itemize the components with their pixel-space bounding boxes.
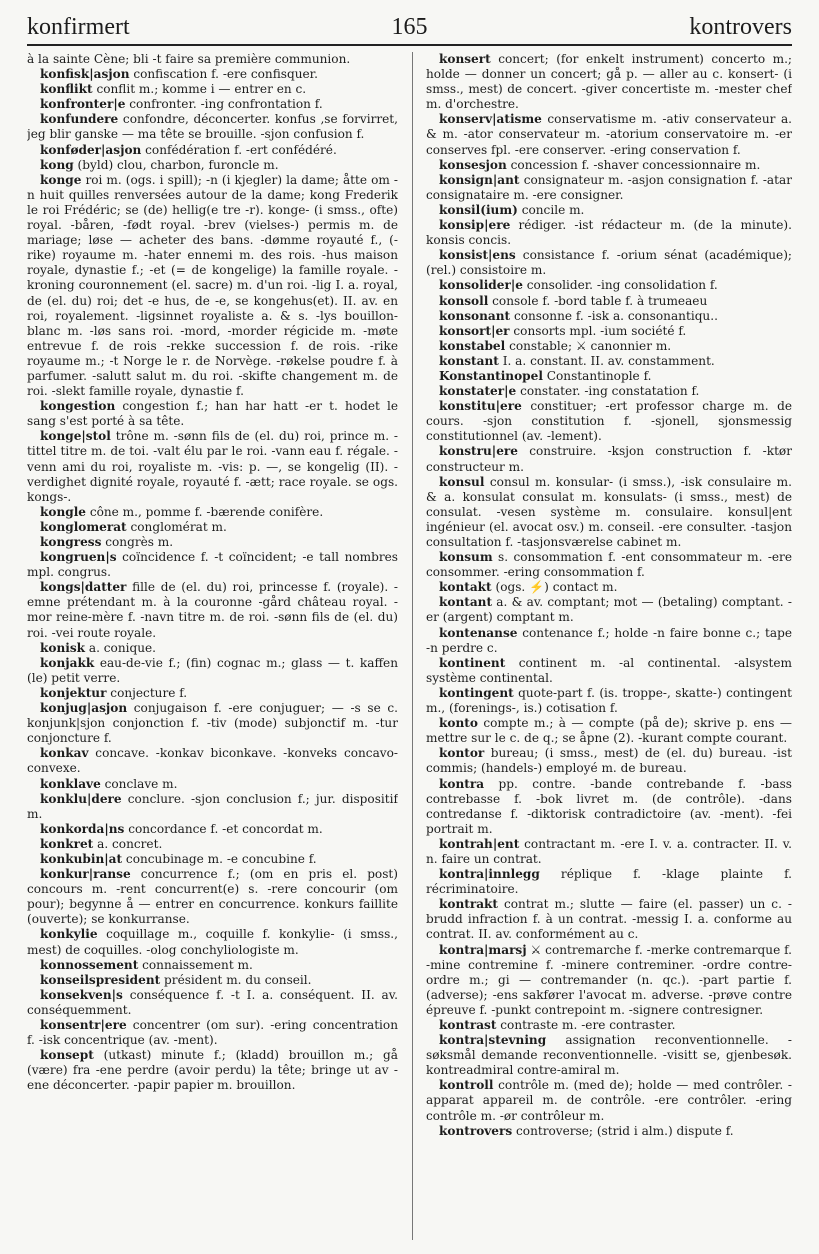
- entry-definition: (ogs. ⚡) contact m.: [491, 580, 618, 595]
- entry-definition: (utkast) minute f.; (kladd) brouillon m.; gå (være) fra -ene perdre (avoir perdu) la tête; bringe ut av -ene déconcerter. -papir papier m. brouillon.: [27, 1048, 398, 1093]
- entry-definition: confondre, déconcerter. konfus ,se forvirret, jeg blir ganske — ma tête se brouille. -sjon confusion f.: [27, 112, 398, 142]
- entry-definition: conjecture f.: [106, 685, 188, 700]
- entry-headword: konjug|asjon: [40, 701, 128, 716]
- entry-headword: kontra|marsj: [439, 942, 527, 957]
- entry-headword: konnossement: [40, 957, 139, 972]
- entry-definition: réplique f. -klage plainte f. récriminatoire.: [426, 867, 792, 897]
- entry-headword: kontra: [439, 776, 485, 791]
- entry-definition: à la sainte Cène; bli -t faire sa première communion.: [27, 52, 351, 66]
- dictionary-entry: [426, 1078, 792, 1123]
- entry-definition: contractant m. -ere I. v. a. contracter. II. v. n. faire un contrat.: [426, 836, 792, 866]
- entry-headword: konklave: [40, 776, 101, 791]
- left-guideword: konfirmert: [27, 14, 130, 40]
- entry-headword: konsort|er: [439, 323, 510, 338]
- dictionary-entry: [426, 309, 792, 324]
- entry-definition: a. & av. comptant; mot — (betaling) comptant. -er (argent) comptant m.: [426, 595, 792, 625]
- entry-headword: konkylie: [40, 927, 98, 942]
- dictionary-entry: [426, 746, 792, 776]
- dictionary-entry: [426, 52, 792, 112]
- dictionary-entry: [426, 399, 792, 444]
- dictionary-entry: [426, 716, 792, 746]
- dictionary-entry: [27, 641, 398, 656]
- entry-definition: concubinage m. -e concubine f.: [122, 851, 317, 866]
- dictionary-entry: [426, 248, 792, 278]
- dictionary-entry: [27, 958, 398, 973]
- entry-headword: konsum: [439, 550, 493, 565]
- dictionary-entry: [27, 852, 398, 867]
- entry-definition: (byld) clou, charbon, furoncle m.: [73, 157, 279, 172]
- entry-definition: assignation reconventionnelle. -søksmål demande reconventionnelle. -visitt se, gjenbesøk. kontreadmiral contre-amiral m.: [426, 1033, 792, 1078]
- entry-definition: concave. -konkav biconkave. -konveks concavo-convexe.: [27, 746, 398, 776]
- entry-definition: s. consommation f. -ent consommateur m. -ere consommer. -ering consommation f.: [426, 550, 792, 580]
- dictionary-entry: [27, 535, 398, 550]
- entry-definition: pp. contre. -bande contrebande f. -bass contrebasse f. -bok livret m. (de contrôle). -dans contredanse f. -diktorisk contradictoire (av. -ment). -fei portrait m.: [426, 776, 792, 836]
- dictionary-entry: [426, 173, 792, 203]
- dictionary-entry: [426, 1124, 792, 1139]
- entry-headword: Konstantinopel: [439, 368, 543, 383]
- entry-headword: kontrast: [439, 1018, 497, 1032]
- dictionary-entry: [27, 399, 398, 429]
- entry-definition: conclure. -sjon conclusion f.; jur. dispositif m.: [27, 791, 398, 821]
- entry-definition: a. conique.: [85, 640, 157, 655]
- dictionary-entry: [426, 777, 792, 837]
- entry-headword: kontrovers: [439, 1123, 513, 1138]
- dictionary-entry: [426, 595, 792, 625]
- entry-definition: Constantinople f.: [542, 368, 652, 383]
- dictionary-entry: [27, 67, 398, 82]
- column-divider: [412, 52, 413, 1240]
- entry-definition: conjugaison f. -ere conjuguer; — -s se c. konjunk|sjon conjonction f. -tiv (mode) subjonctif m. -tur conjoncture f.: [27, 701, 398, 746]
- entry-headword: konserv|atisme: [439, 112, 542, 127]
- entry-definition: console f. -bord table f. à trumeaeu: [488, 293, 708, 308]
- dictionary-entry: [27, 777, 398, 792]
- entry-definition: coïncidence f. -t coïncident; -e tall nombres mpl. congrus.: [27, 550, 398, 580]
- entry-headword: konseilspresident: [40, 972, 161, 987]
- dictionary-entry: [426, 1033, 792, 1078]
- dictionary-entry: [27, 1018, 398, 1048]
- entry-headword: kontinent: [439, 655, 506, 670]
- dictionary-entry: [27, 701, 398, 746]
- entry-headword: konstabel: [439, 338, 506, 353]
- entry-definition: continent m. -al continental. -alsystem système continental.: [426, 655, 792, 685]
- entry-definition: conservatisme m. -ativ conservateur a. & m. -ator conservateur m. -atorium conservatoire m. -er conserves fpl. -ere conserver. -ering conservation f.: [426, 112, 792, 157]
- dictionary-entry: [426, 278, 792, 293]
- page-header: [27, 10, 792, 46]
- entry-definition: consignateur m. -asjon consignation f. -atar consignataire m. -ere consigner.: [426, 172, 792, 202]
- entry-headword: konsign|ant: [439, 172, 520, 187]
- dictionary-entry: [426, 626, 792, 656]
- dictionary-entry: [426, 867, 792, 897]
- dictionary-entry: [27, 97, 398, 112]
- entry-headword: konfronter|e: [40, 97, 126, 112]
- dictionary-entry: [27, 550, 398, 580]
- dictionary-entry: [27, 686, 398, 701]
- entry-headword: kontor: [439, 746, 485, 761]
- dictionary-entry: [27, 867, 398, 927]
- entry-definition: roi m. (ogs. i spill); -n (i kjegler) la dame; åtte om -n huit quilles renversées autour de la dame; kong Frederik le roi Frédéric; se (de) hellig(e tre -r). konge- (i smss., ofte) royal. -båren, -født royal. -brev (vielses-) permis m. de mariage; løse — acheter des bans. -dømme royauté f., (-rike) royaume m. -hater ennemi m. des rois. -hus maison royale, dynastie f.; -et (= de kongelige) la famille royale. -kroning couronnement (el. sacre) m. d'un roi. -lig I. a. royal, de (el. du) roi; det -e hus, de -e, se kongehus(et). II. av. en roi, royalement. -ligsinnet royaliste a. & s. -lys bouillon-blanc m. -løs sans roi. -mord, -morder régicide m. -møte entrevue f. de rois -rekke succession f. de rois. -rike royaume m.; -t Norge le r. de Norvège. -røkelse poudre f. à parfumer. -salutt salut m. du roi. -skifte changement m. de roi. -slekt famille royale, dynastie f.: [27, 172, 398, 399]
- entry-definition: connaissement m.: [138, 957, 253, 972]
- entry-headword: konto: [439, 716, 478, 731]
- entry-definition: ⚔ contremarche f. -merke contremarque f. -mine contremine f. -minere contreminer. -ordre contre-ordre m.; gi — contremander (n. qc.). -part partie f. (adverse); -ens sakfører l'avocat m. adverse. -prøve contre épreuve f. -punkt contrepoint m. -signere contresigner.: [426, 942, 792, 1017]
- entry-headword: konkur|ranse: [40, 867, 131, 882]
- entry-headword: kontakt: [439, 580, 492, 595]
- dictionary-entry: [426, 897, 792, 942]
- entry-headword: konsentr|ere: [40, 1018, 127, 1032]
- entry-definition: consul m. konsular- (i smss.), -isk consulaire m. & a. konsulat consulat m. konsulats- (i smss., mest) de consulat. -vesen système m. consulaire. konsul|ent ingénieur (el. avocat osv.) m. conseil. -ere consulter. -tasjon consultation f. -tasjonsværelse cabinet m.: [426, 474, 792, 549]
- dictionary-entry: [426, 837, 792, 867]
- entry-definition: concile m.: [517, 202, 585, 217]
- entry-definition: a. concret.: [93, 836, 163, 851]
- entry-definition: constater. -ing constatation f.: [516, 384, 700, 399]
- dictionary-entry: [426, 444, 792, 474]
- entry-definition: cône m., pomme f. -bærende conifère.: [85, 504, 324, 519]
- dictionary-entry: [426, 158, 792, 173]
- entry-definition: confédération f. -ert confédéré.: [141, 142, 337, 157]
- entry-headword: konjakk: [40, 655, 95, 670]
- entry-definition: I. a. constant. II. av. constamment.: [498, 353, 715, 368]
- entry-definition: confiscation f. -ere confisquer.: [129, 67, 318, 82]
- entry-definition: bureau; (i smss., mest) de (el. du) bureau. -ist commis; (handels-) employé m. de bureau.: [426, 746, 792, 776]
- entry-headword: konsist|ens: [439, 248, 516, 263]
- entry-headword: konstater|e: [439, 384, 517, 399]
- dictionary-entry: [27, 656, 398, 686]
- entry-headword: kontroll: [439, 1078, 494, 1093]
- dictionary-entry: [27, 927, 398, 957]
- entry-headword: konkret: [40, 836, 94, 851]
- entry-definition: construire. -ksjon construction f. -ktør constructeur m.: [426, 444, 792, 474]
- entry-headword: konklu|dere: [40, 791, 122, 806]
- dictionary-entry: [426, 656, 792, 686]
- entry-definition: conflit m.; komme i — entrer en c.: [92, 82, 307, 97]
- entry-definition: président m. du conseil.: [160, 972, 312, 987]
- entry-headword: konsil(ium): [439, 202, 518, 217]
- entry-headword: konkubin|at: [40, 851, 123, 866]
- dictionary-entry: [27, 505, 398, 520]
- entry-definition: conclave m.: [100, 776, 178, 791]
- dictionary-entry: [27, 580, 398, 640]
- entry-headword: kongs|datter: [40, 580, 127, 595]
- entry-headword: kongle: [40, 504, 86, 519]
- entry-headword: kontra|innlegg: [439, 867, 540, 882]
- dictionary-entry: [426, 475, 792, 550]
- entry-definition: concentrer (om sur). -ering concentration f. -isk concentrique (av. -ment).: [27, 1018, 398, 1048]
- page-number: 165: [391, 14, 428, 40]
- dictionary-entry: [27, 429, 398, 504]
- entry-headword: konsonant: [439, 308, 511, 323]
- dictionary-entry: [27, 143, 398, 158]
- dictionary-entry: [27, 82, 398, 97]
- entry-headword: konkav: [40, 746, 89, 761]
- entry-headword: konsolider|e: [439, 278, 523, 293]
- entry-definition: consistance f. -orium sénat (académique); (rel.) consistoire m.: [426, 248, 792, 278]
- dictionary-entry: [426, 354, 792, 369]
- entry-headword: kontrah|ent: [439, 836, 520, 851]
- entry-headword: konfundere: [40, 112, 119, 127]
- dictionary-entry: [426, 1018, 792, 1033]
- entry-definition: consorts mpl. -ium société f.: [509, 323, 687, 338]
- entry-headword: konfisk|asjon: [40, 67, 130, 82]
- entry-definition: compte m.; à — compte (på de); skrive p. ens — mettre sur le c. de q.; se åpne (2). -kurant compte courant.: [426, 716, 792, 746]
- dictionary-entry: [426, 112, 792, 157]
- entry-headword: konstitu|ere: [439, 399, 522, 414]
- entry-headword: konge: [40, 172, 82, 187]
- entry-headword: kontra|stevning: [439, 1033, 547, 1048]
- left-column: [27, 52, 398, 1244]
- entry-headword: konsept: [40, 1048, 94, 1063]
- entry-headword: kontant: [439, 595, 493, 610]
- entry-definition: consolider. -ing consolidation f.: [522, 278, 718, 293]
- entry-headword: konge|stol: [40, 429, 111, 444]
- entry-definition: coquillage m., coquille f. konkylie- (i smss., mest) de coquilles. -olog conchyliologiste m.: [27, 927, 398, 957]
- dictionary-entry: [426, 203, 792, 218]
- dictionary-entry: [426, 550, 792, 580]
- dictionary-entry: [426, 369, 792, 384]
- entry-definition: controverse; (strid i alm.) dispute f.: [512, 1123, 734, 1138]
- entry-definition: confronter. -ing confrontation f.: [125, 97, 323, 112]
- entry-definition: eau-de-vie f.; (fin) cognac m.; glass — t. kaffen (le) petit verre.: [27, 655, 398, 685]
- entry-definition: concession f. -shaver concessionnaire m.: [506, 157, 761, 172]
- dictionary-entry: [27, 158, 398, 173]
- entry-definition: contrôle m. (med de); holde — med contrôler. -apparat appareil m. de contrôle. -ere contrôler. -ering contrôle m. -ør contrôleur m.: [426, 1078, 792, 1123]
- dictionary-entry: [426, 384, 792, 399]
- dictionary-entry: [426, 324, 792, 339]
- entry-headword: konsekven|s: [40, 987, 123, 1002]
- dictionary-entry: [27, 112, 398, 142]
- entry-headword: kongestion: [40, 399, 116, 414]
- entry-definition: conséquence f. -t I. a. conséquent. II. av. conséquemment.: [27, 987, 398, 1017]
- dictionary-entry: [426, 294, 792, 309]
- entry-headword: konjektur: [40, 685, 107, 700]
- dictionary-entry: [426, 686, 792, 716]
- dictionary-entry: [27, 173, 398, 399]
- entry-headword: konglomerat: [40, 519, 127, 534]
- entry-headword: konføder|asjon: [40, 142, 142, 157]
- entry-definition: conglomérat m.: [126, 519, 227, 534]
- entry-definition: contrat m.; slutte — faire (el. passer) un c. -brudd infraction f. à un contrat. -messig I. a. conforme au contrat. II. av. conformément au c.: [426, 897, 792, 942]
- entry-headword: konsert: [439, 52, 491, 66]
- right-guideword: kontrovers: [689, 14, 792, 40]
- dictionary-entry: [27, 746, 398, 776]
- dictionary-entry: [27, 837, 398, 852]
- dictionary-entry: [27, 1048, 398, 1093]
- entry-definition: congrès m.: [101, 535, 174, 549]
- dictionary-entry: [27, 973, 398, 988]
- dictionary-entry: [426, 218, 792, 248]
- entry-headword: konsesjon: [439, 157, 507, 172]
- dictionary-entry: [27, 988, 398, 1018]
- entry-headword: konsul: [439, 474, 485, 489]
- entry-headword: konisk: [40, 640, 86, 655]
- entry-headword: kongress: [40, 535, 102, 549]
- dictionary-entry: [27, 822, 398, 837]
- entry-definition: rédiger. -ist rédacteur m. (de la minute). konsis concis.: [426, 218, 792, 248]
- entry-definition: concordance f. -et concordat m.: [124, 821, 323, 836]
- dictionary-entry: [27, 792, 398, 822]
- right-column: [426, 52, 792, 1244]
- entry-definition: trône m. -sønn fils de (el. du) roi, prince m. -tittel titre m. de toi. -valt élu par le roi. -vann eau f. régale. -venn ami du roi, royaliste m. -vis: p. —, se kongelig (II). -verdighet dignité royale, royauté f. -ætt; race royale. se ogs. kongs-.: [27, 429, 398, 504]
- entry-headword: konsoll: [439, 293, 489, 308]
- entry-headword: kontrakt: [439, 897, 498, 912]
- dictionary-entry: [426, 580, 792, 595]
- dictionary-entry: [27, 52, 398, 67]
- dictionary-entry: [426, 339, 792, 354]
- dictionary-entry: [27, 520, 398, 535]
- entry-definition: contenance f.; holde -n faire bonne c.; tape -n perdre c.: [426, 625, 792, 655]
- entry-headword: kontingent: [439, 685, 514, 700]
- entry-headword: kongruen|s: [40, 550, 117, 565]
- entry-definition: constable; ⚔ canonnier m.: [505, 338, 672, 353]
- dictionary-entry: [426, 943, 792, 1018]
- entry-definition: consonne f. -isk a. consonantiqu..: [510, 308, 718, 323]
- entry-definition: concert; (for enkelt instrument) concerto m.; holde — donner un concert; gå p. — aller au c. konsert- (i smss., mest) de concert. -giver concertiste m. -mester chef m. d'orchestre.: [426, 52, 792, 112]
- entry-headword: konsip|ere: [439, 218, 511, 233]
- entry-definition: constituer; -ert professor charge m. de cours. -sjon constitution f. -sjonell, sjonsmessig constitutionnel (av. -lement).: [426, 399, 792, 444]
- entry-definition: contraste m. -ere contraster.: [496, 1018, 676, 1032]
- entry-headword: konstant: [439, 353, 499, 368]
- entry-definition: quote-part f. (is. troppe-, skatte-) contingent m., (forenings-, is.) cotisation f.: [426, 685, 792, 716]
- entry-headword: kong: [40, 157, 74, 172]
- entry-definition: congestion f.; han har hatt -er t. hodet le sang s'est porté à sa tête.: [27, 399, 398, 429]
- entry-definition: fille de (el. du) roi, princesse f. (royale). -emne prétendant m. à la couronne -gård château royal. -mor reine-mère f. -navn titre m. de roi. -sønn fils de (el. du) roi. -vei route royale.: [27, 580, 398, 640]
- entry-headword: kontenanse: [439, 625, 518, 640]
- entry-headword: konstru|ere: [439, 444, 518, 459]
- entry-headword: konflikt: [40, 82, 93, 97]
- entry-headword: konkorda|ns: [40, 821, 125, 836]
- entry-definition: concurrence f.; (om en pris el. post) concours m. -rent concurrent(e) s. -rere concourir (om pour); begynne å — entrer en concurrence. konkurs faillite (ouverte); se konkurranse.: [27, 867, 398, 927]
